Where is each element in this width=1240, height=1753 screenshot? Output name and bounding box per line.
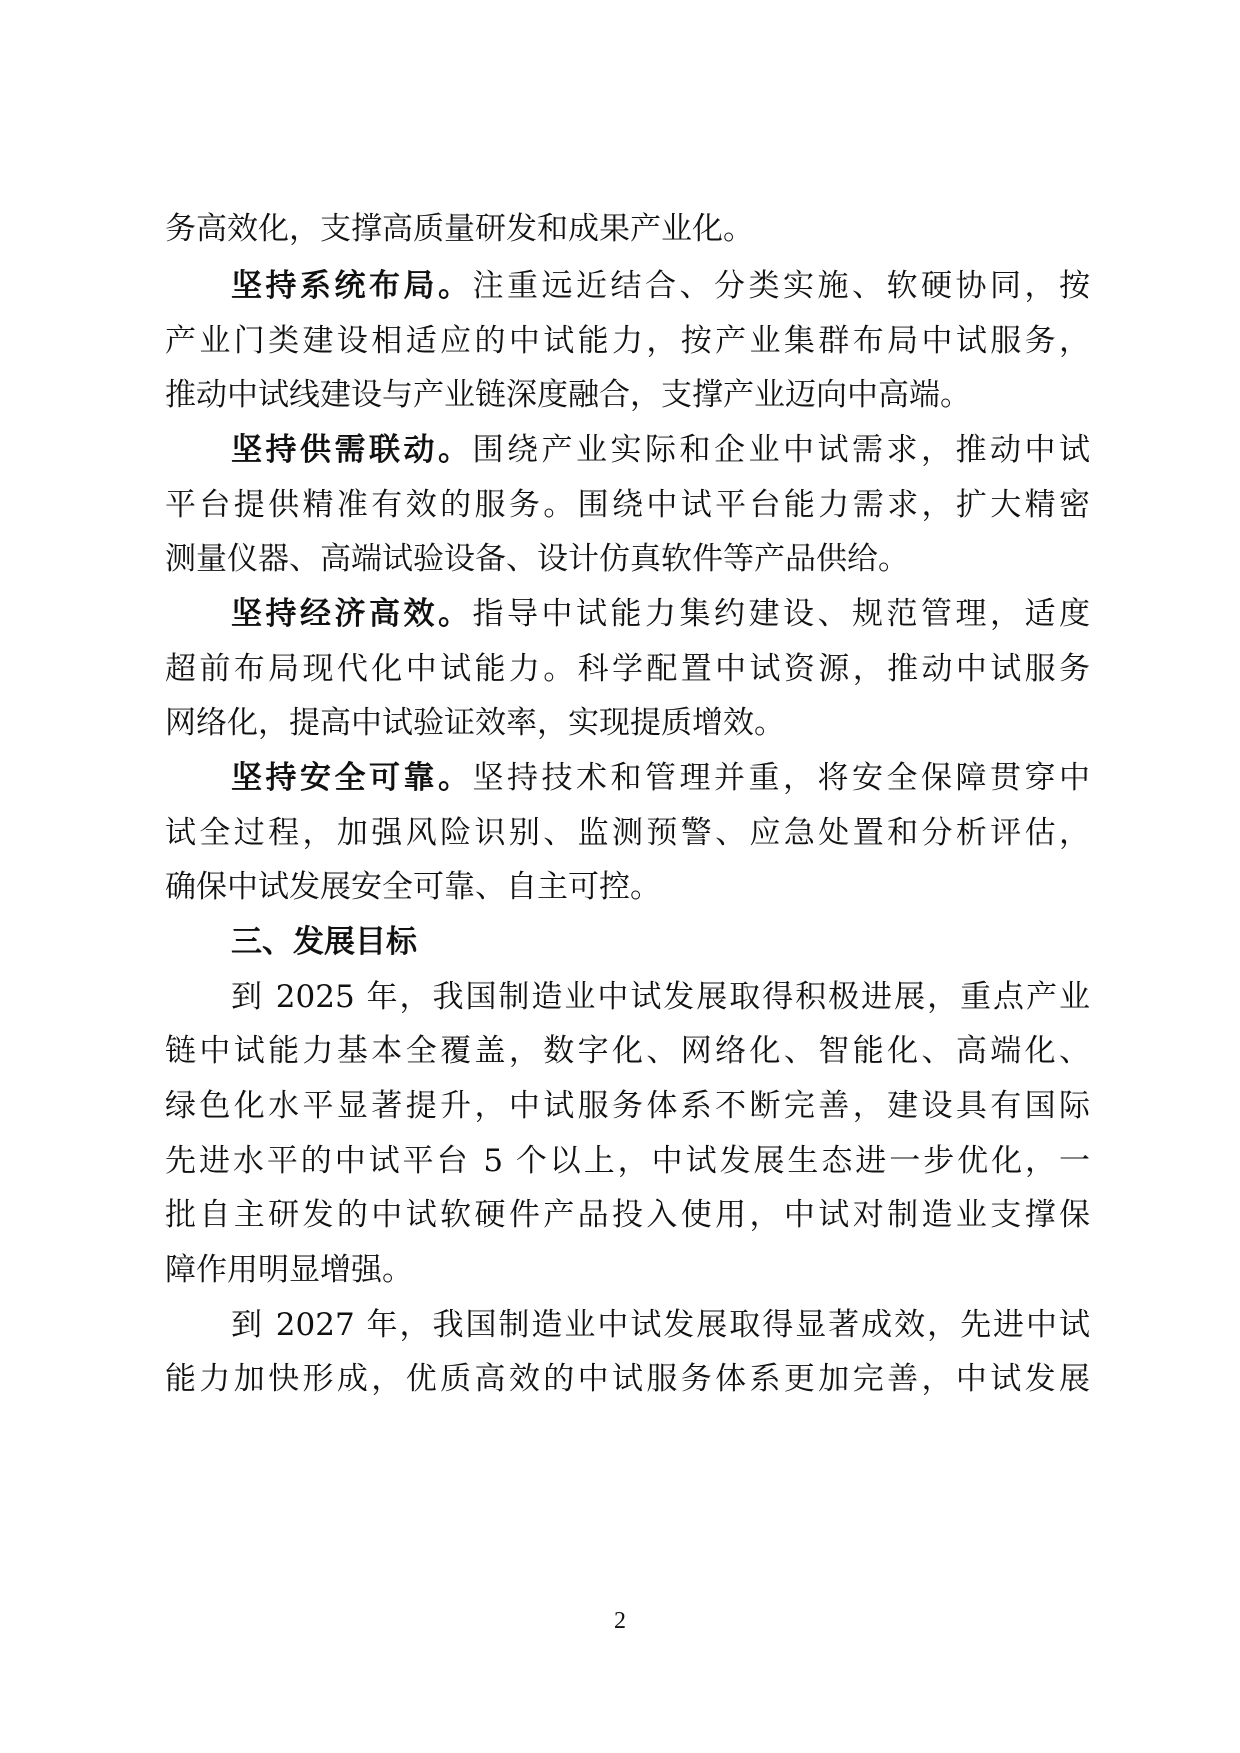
text-line — [165, 1138, 1090, 1184]
line-text: 试全过程，加强风险识别、监测预警、应急处置和分析评估， — [165, 815, 1090, 851]
paragraph-first-line — [231, 755, 1090, 801]
line-text: 确保中试发展安全可靠、自主可控。 — [165, 869, 661, 905]
text-line — [165, 700, 1090, 746]
line-text: 网络化，提高中试验证效率，实现提质增效。 — [165, 705, 785, 741]
line-text: 平台提供精准有效的服务。围绕中试平台能力需求，扩大精密 — [165, 487, 1090, 523]
text-line — [165, 1192, 1090, 1238]
line-text: 批自主研发的中试软硬件产品投入使用，中试对制造业支撑保 — [165, 1197, 1090, 1233]
text-line — [165, 810, 1090, 856]
text-line — [165, 206, 1090, 252]
line-text: 链中试能力基本全覆盖，数字化、网络化、智能化、高端化、 — [165, 1033, 1090, 1069]
line-text: 指导中试能力集约建设、规范管理，适度 — [472, 596, 1090, 632]
principle-title: 坚持供需联动。 — [231, 432, 473, 468]
line-text: 障作用明显增强。 — [165, 1252, 413, 1288]
text-line — [165, 1028, 1090, 1074]
line-text: 产业门类建设相适应的中试能力，按产业集群布局中试服务， — [165, 323, 1090, 359]
line-text: 测量仪器、高端试验设备、设计仿真软件等产品供给。 — [165, 541, 909, 577]
line-text: 绿色化水平显著提升，中试服务体系不断完善，建设具有国际 — [165, 1088, 1090, 1124]
line-text: 到 2025 年，我国制造业中试发展取得积极进展，重点产业 — [231, 979, 1090, 1015]
heading-text: 三、发展目标 — [231, 924, 417, 960]
text-line — [165, 1083, 1090, 1129]
line-text: 坚持技术和管理并重，将安全保障贯穿中 — [472, 760, 1090, 796]
text-line — [165, 372, 1090, 418]
paragraph-first-line — [231, 263, 1090, 309]
text-line — [165, 646, 1090, 692]
text-line — [165, 318, 1090, 364]
text-line — [165, 864, 1090, 910]
page-number: 2 — [614, 1608, 626, 1634]
line-text: 务高效化，支撑高质量研发和成果产业化。 — [165, 211, 754, 247]
text-line — [165, 1247, 1090, 1293]
line-text: 推动中试线建设与产业链深度融合，支撑产业迈向中高端。 — [165, 377, 971, 413]
text-line — [165, 482, 1090, 528]
paragraph-first-line — [231, 1302, 1090, 1348]
line-text: 围绕产业实际和企业中试需求，推动中试 — [472, 432, 1090, 468]
paragraph-first-line — [231, 591, 1090, 637]
paragraph-first-line — [231, 427, 1090, 473]
text-line — [165, 1356, 1090, 1402]
line-text: 先进水平的中试平台 5 个以上，中试发展生态进一步优化，一 — [165, 1143, 1090, 1179]
principle-title: 坚持系统布局。 — [231, 268, 473, 304]
paragraph-first-line — [231, 974, 1090, 1020]
line-text: 注重远近结合、分类实施、软硬协同，按 — [472, 268, 1090, 304]
principle-title: 坚持安全可靠。 — [231, 760, 473, 796]
line-text: 超前布局现代化中试能力。科学配置中试资源，推动中试服务 — [165, 651, 1090, 687]
principle-title: 坚持经济高效。 — [231, 596, 473, 632]
section-heading — [231, 919, 1090, 965]
text-line — [165, 536, 1090, 582]
line-text: 到 2027 年，我国制造业中试发展取得显著成效，先进中试 — [231, 1307, 1090, 1343]
line-text: 能力加快形成，优质高效的中试服务体系更加完善，中试发展 — [165, 1361, 1090, 1397]
